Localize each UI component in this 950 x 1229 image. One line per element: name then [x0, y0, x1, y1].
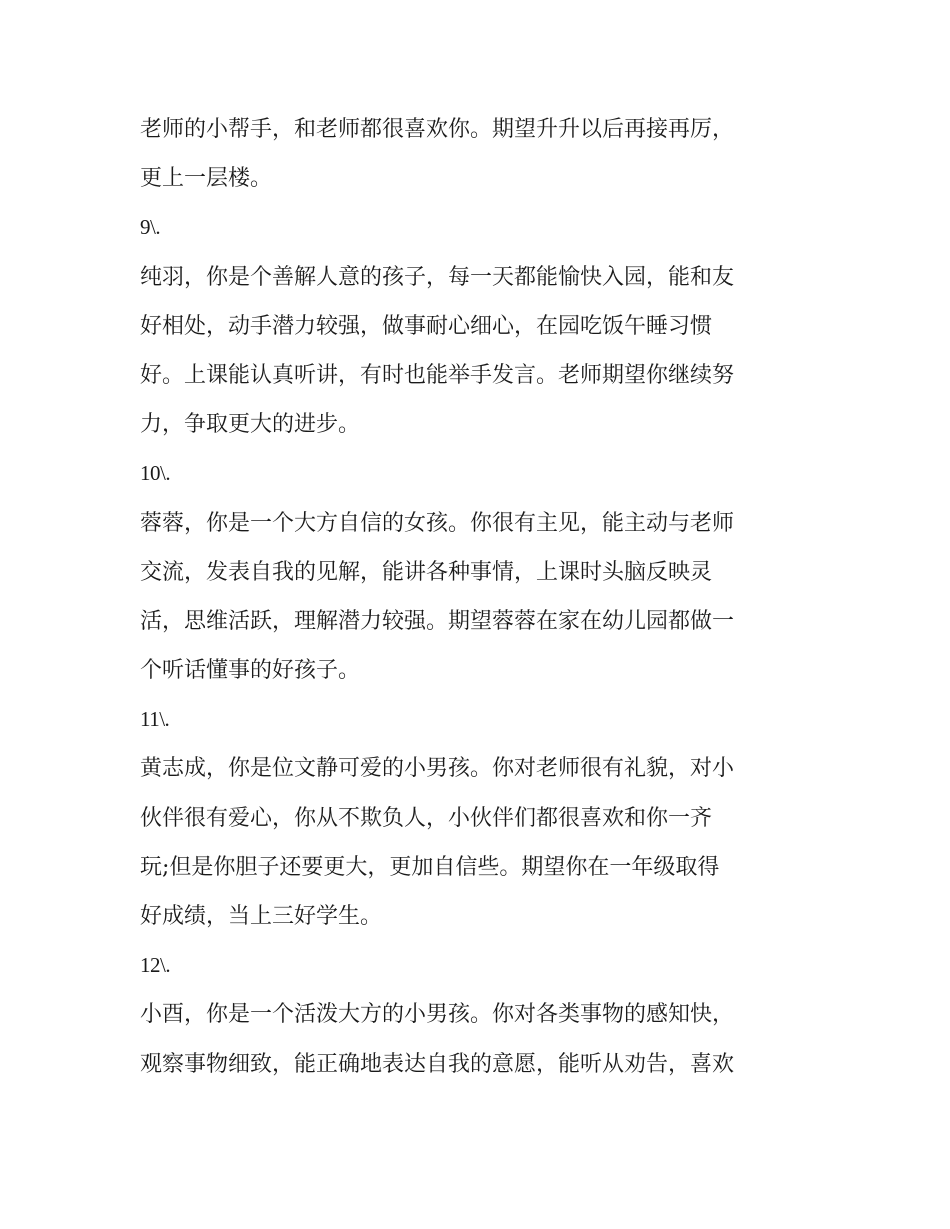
paragraph-line: 老师的小帮手，和老师都很喜欢你。期望升升以后再接再厉，	[140, 117, 735, 142]
paragraph-line: 好。上课能认真听讲，有时也能举手发言。老师期望你继续努	[140, 362, 735, 388]
item-number: 9\.	[140, 215, 161, 240]
paragraph-line: 好成绩，当上三好学生。	[140, 904, 383, 929]
paragraph-line: 个听话懂事的好孩子。	[140, 658, 361, 684]
paragraph-line: 蓉蓉，你是一个大方自信的女孩。你很有主见，能主动与老师	[140, 510, 735, 536]
item-number: 11\.	[140, 707, 170, 732]
paragraph-line: 黄志成，你是位文静可爱的小男孩。你对老师很有礼貌，对小	[140, 756, 735, 782]
item-number: 12\.	[140, 953, 171, 978]
paragraph-line: 玩;但是你胆子还要更大，更加自信些。期望你在一年级取得	[140, 854, 720, 880]
paragraph-line: 观察事物细致，能正确地表达自我的意愿，能听从劝告，喜欢	[140, 1051, 735, 1077]
paragraph-line: 小酉，你是一个活泼大方的小男孩。你对各类事物的感知快，	[140, 1002, 735, 1028]
paragraph-line: 更上一层楼。	[140, 166, 273, 192]
paragraph-line: 力，争取更大的进步。	[140, 412, 361, 438]
paragraph-line: 伙伴很有爱心，你从不欺负人，小伙伴们都很喜欢和你一齐	[140, 805, 713, 831]
paragraph-line: 好相处，动手潜力较强，做事耐心细心，在园吃饭午睡习惯	[140, 313, 713, 339]
item-number: 10\.	[140, 461, 171, 486]
paragraph-line: 纯羽，你是个善解人意的孩子，每一天都能愉快入园，能和友	[140, 264, 735, 290]
paragraph-line: 活，思维活跃，理解潜力较强。期望蓉蓉在家在幼儿园都做一	[140, 608, 735, 634]
paragraph-line: 交流，发表自我的见解，能讲各种事情，上课时头脑反映灵	[140, 559, 713, 585]
document-body	[140, 105, 830, 1089]
